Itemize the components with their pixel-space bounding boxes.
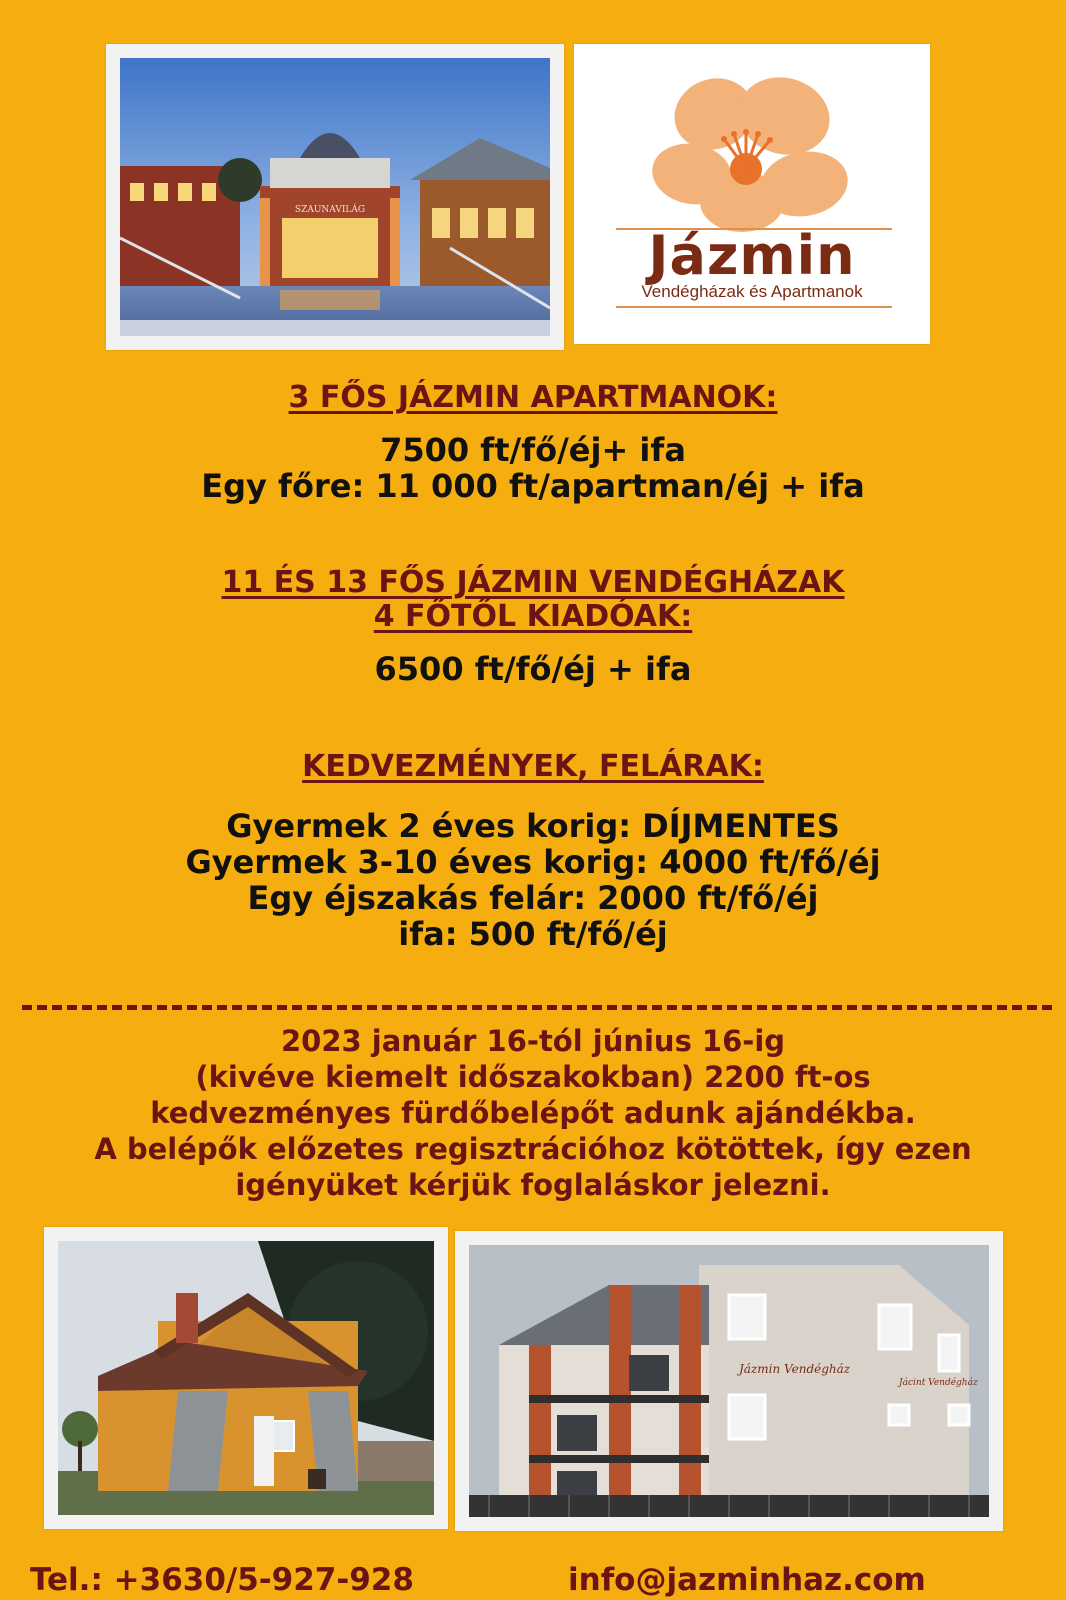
- footer-email[interactable]: info@jazminhaz.com: [568, 1562, 926, 1598]
- guesthouse-illustration: [469, 1245, 989, 1517]
- discount-item: Egy éjszakás felár: 2000 ft/fő/éj: [247, 879, 819, 917]
- guesthouses-price: 6500 ft/fő/éj + ifa: [374, 650, 692, 688]
- promo-line: A belépők előzetes regisztrációhoz kötöttek, így ezen: [94, 1132, 972, 1166]
- dashed-divider: [22, 1005, 1052, 1010]
- spa-sign-text: SZAUNAVILÁG: [294, 205, 366, 215]
- discount-item: Gyermek 2 éves korig: DÍJMENTES: [226, 807, 840, 845]
- guesthouses-heading-line1: 11 ÉS 13 FŐS JÁZMIN VENDÉGHÁZAK: [221, 565, 845, 600]
- spa-illustration: [120, 58, 550, 336]
- logo-divider-bottom: [616, 306, 892, 308]
- logo-subtitle: Vendégházak és Apartmanok: [641, 282, 863, 301]
- house-photo: [58, 1241, 434, 1515]
- guesthouse-sign-text-2: Jácint Vendégház: [899, 1378, 978, 1388]
- logo-title: Jázmin: [648, 224, 856, 287]
- spa-photo-frame: [106, 44, 564, 350]
- house-photo-frame: [44, 1227, 448, 1529]
- apartments-price-single: Egy főre: 11 000 ft/apartman/éj + ifa: [201, 467, 865, 505]
- apartments-price-per-person: 7500 ft/fő/éj+ ifa: [380, 431, 686, 469]
- guesthouse-photo-frame: [455, 1231, 1003, 1531]
- guesthouse-photo: [469, 1245, 989, 1517]
- spa-photo: [120, 58, 550, 336]
- guesthouses-heading-line2: 4 FŐTŐL KIADÓAK:: [373, 599, 693, 634]
- promo-line: (kivéve kiemelt időszakokban) 2200 ft-os: [195, 1060, 871, 1094]
- discount-item: Gyermek 3-10 éves korig: 4000 ft/fő/éj: [185, 843, 881, 881]
- promo-line: 2023 január 16-tól június 16-ig: [280, 1024, 786, 1058]
- discount-item: ifa: 500 ft/fő/éj: [398, 915, 668, 953]
- apartments-heading: 3 FŐS JÁZMIN APARTMANOK:: [288, 380, 778, 415]
- discounts-heading: KEDVEZMÉNYEK, FELÁRAK:: [302, 749, 764, 784]
- promo-line: kedvezményes fürdőbelépőt adunk ajándékba.: [150, 1096, 916, 1130]
- promo-line: igényüket kérjük foglaláskor jelezni.: [235, 1168, 831, 1202]
- guesthouse-sign-text: Jázmin Vendégház: [739, 1362, 851, 1376]
- small-house-illustration: [58, 1241, 434, 1515]
- footer-phone[interactable]: Tel.: +3630/5-927-928: [30, 1562, 414, 1598]
- logo-frame: [574, 44, 930, 344]
